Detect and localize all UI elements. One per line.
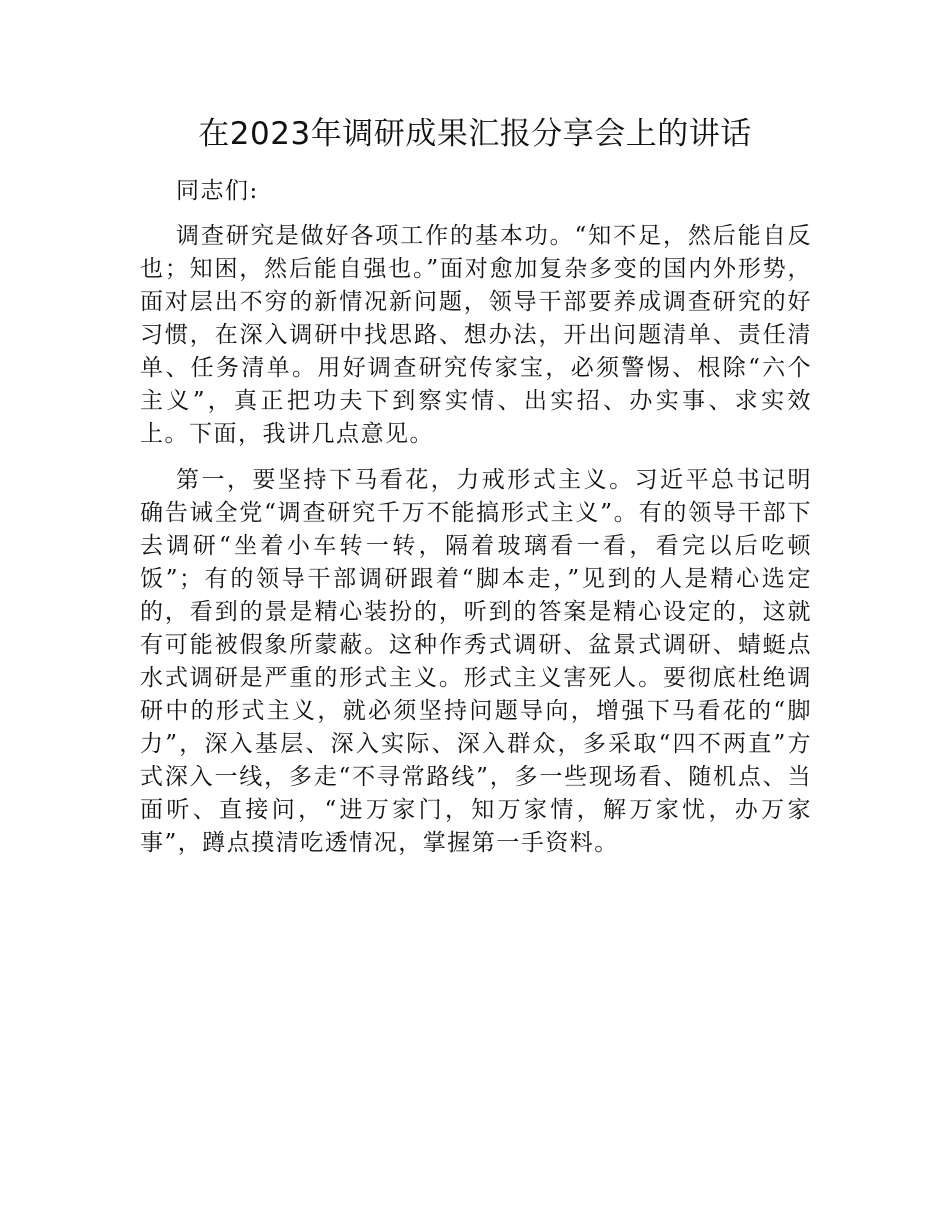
document-body — [140, 175, 812, 873]
paragraph-intro: 调查研究是做好各项工作的基本功。“知不足，然后能自反也；知困，然后能自强也。”面对愈加复杂多变的国内外形势，面对层出不穷的新情况新问题，领导干部要养成调查研究的好习惯，在深入调研中找思路、想办法，开出问题清单、责任清单、任务清单。用好调查研究传家宝，必须警惕、根除“六个主义”，真正把功夫下到察实情、出实招、办实事、求实效上。下面，我讲几点意见。 — [140, 223, 812, 447]
salutation: 同志们: — [176, 178, 259, 204]
document-title: 在2023年调研成果汇报分享会上的讲话 — [198, 116, 752, 152]
paragraph-first-point: 第一，要坚持下马看花，力戒形式主义。习近平总书记明确告诫全党“调查研究千万不能搞形式主义”。有的领导干部下去调研“坐着小车转一转，隔着玻璃看一看，看完以后吃顿饭”；有的领导干部调研跟着“脚本走，”见到的人是精心选定的，看到的景是精心装扮的，听到的答案是精心设定的，这就有可能被假象所蒙蔽。这种作秀式调研、盆景式调研、蜻蜓点水式调研是严重的形式主义。形式主义害死人。要彻底杜绝调研中的形式主义，就必须坚持问题导向，增强下马看花的“脚力”，深入基层、深入实际、深入群众，多采取“四不两直”方式深入一线，多走“不寻常路线”，多一些现场看、随机点、当面听、直接问，“进万家门，知万家情，解万家忧，办万家事”，蹲点摸清吃透情况，掌握第一手资料。 — [140, 467, 812, 856]
